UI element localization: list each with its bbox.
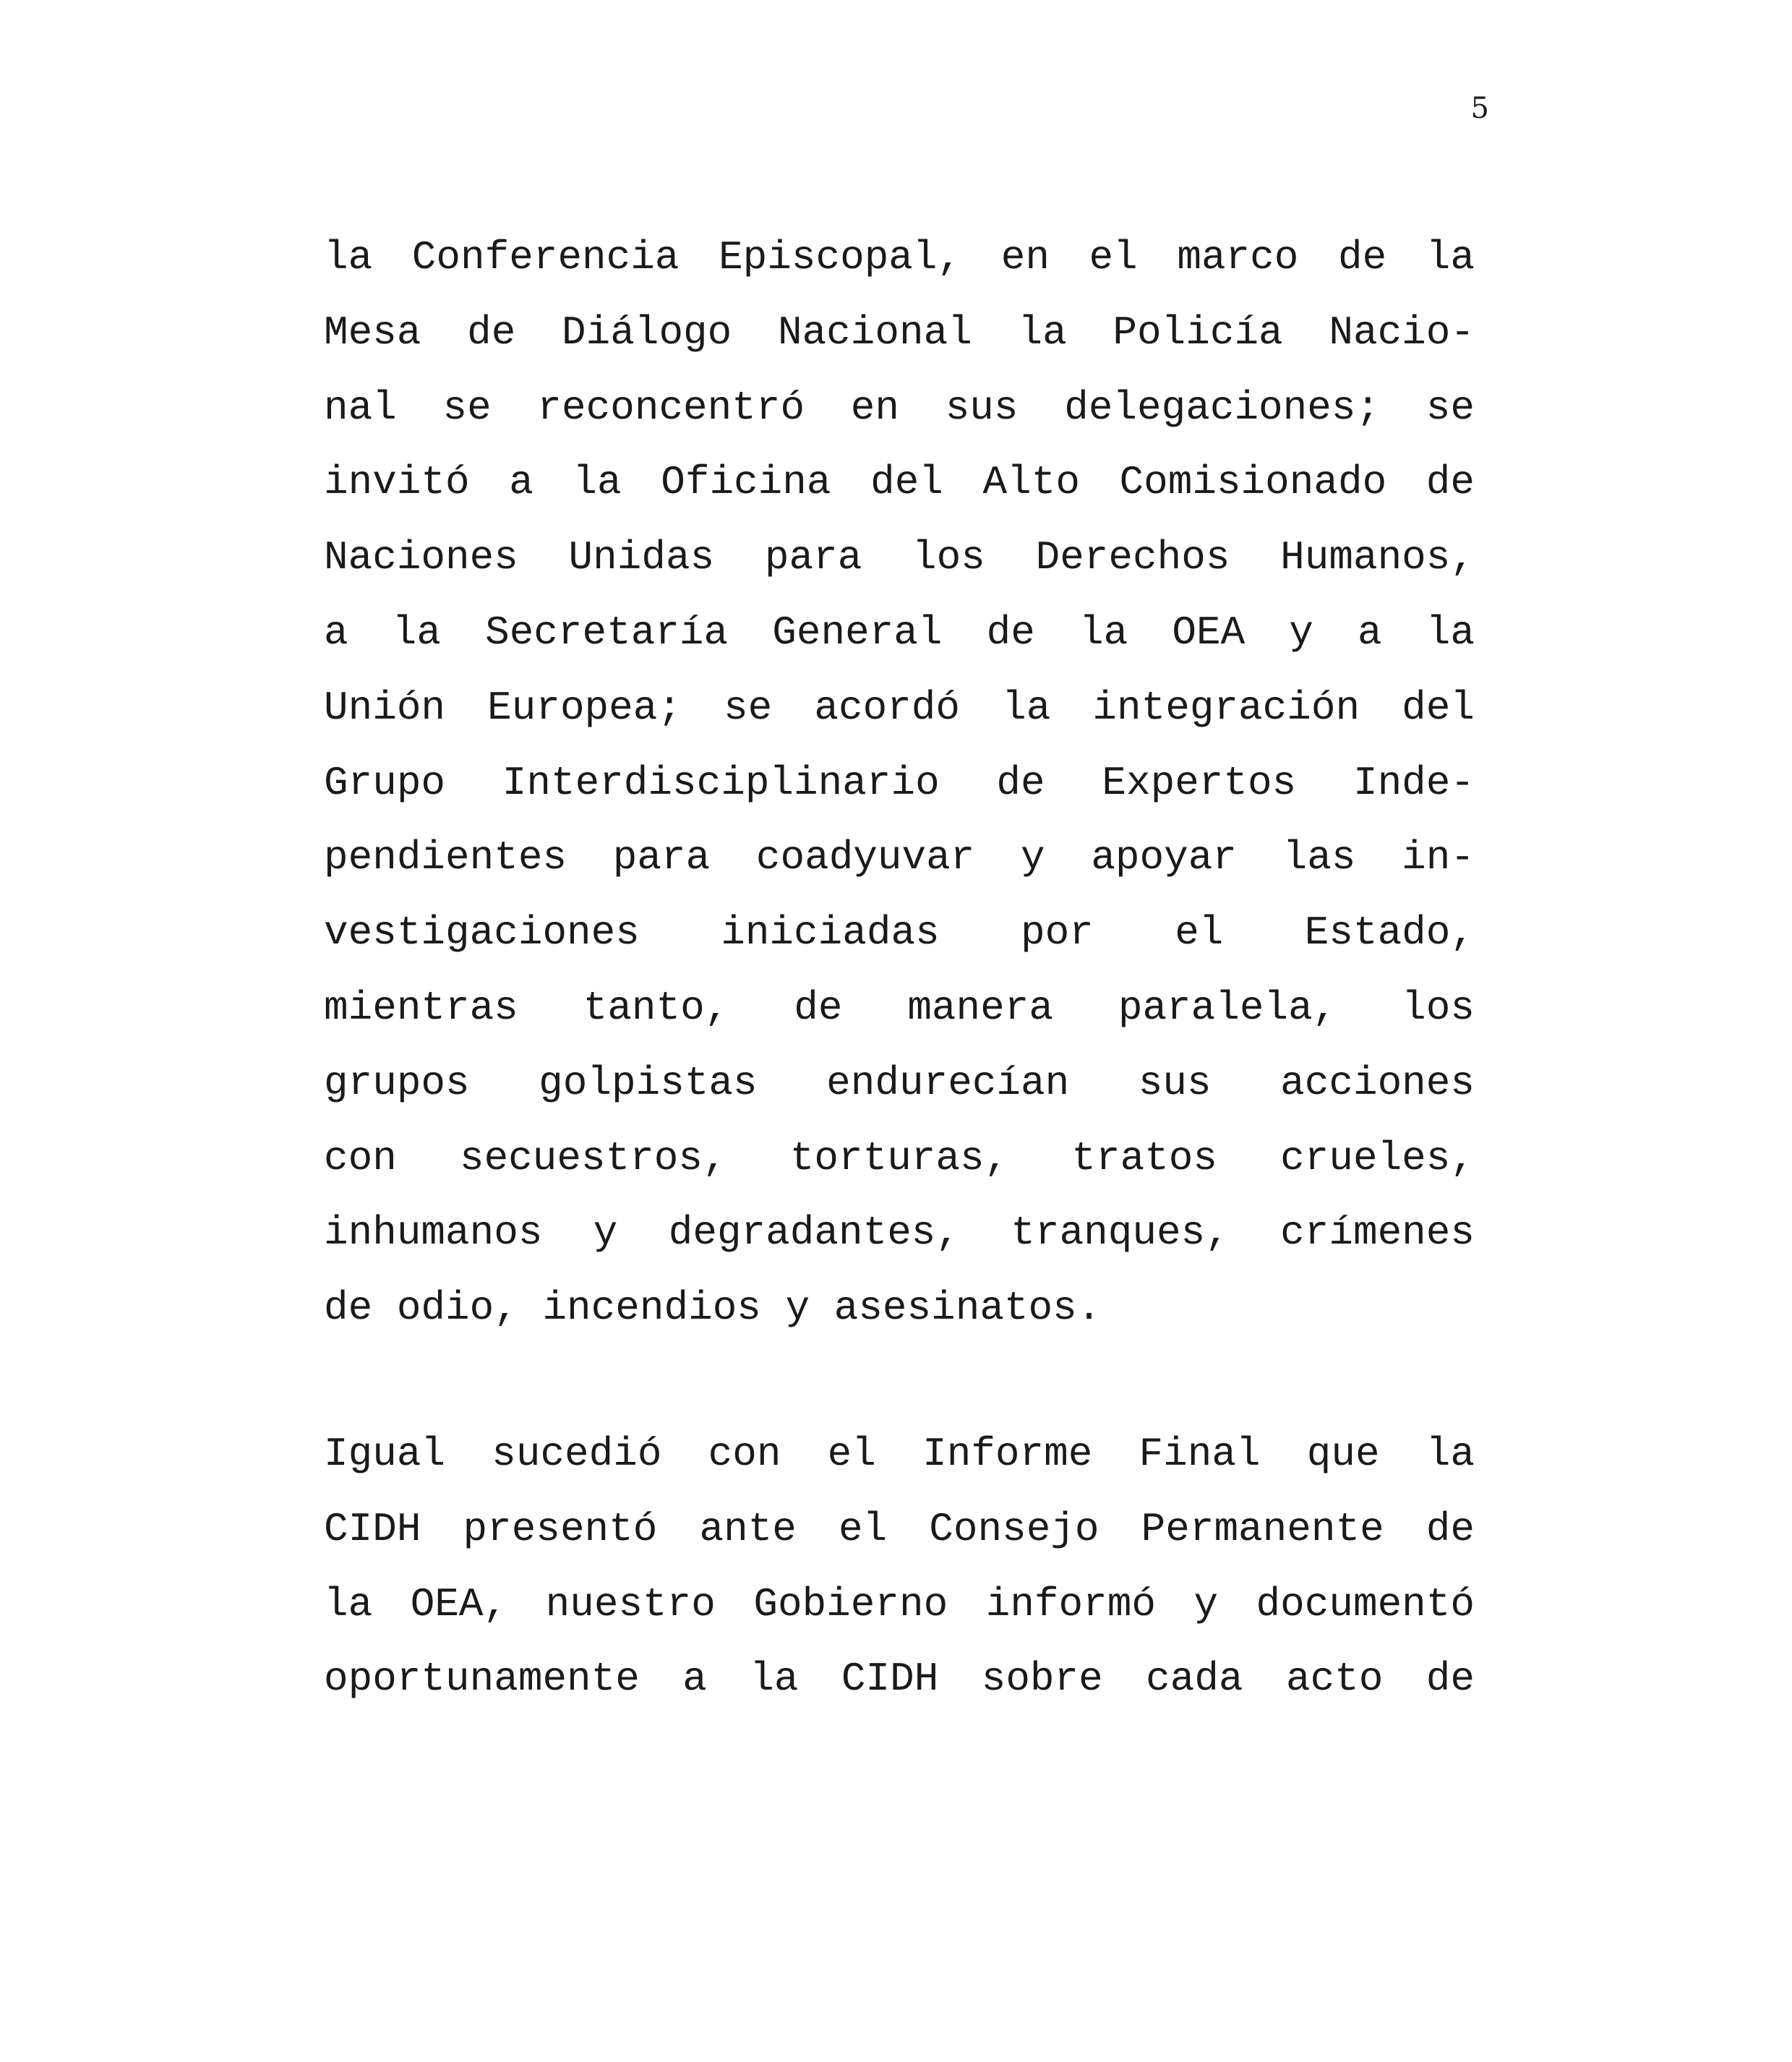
text-line: a la Secretaría General de la OEA y a la (324, 609, 1475, 656)
paragraph-2 (324, 1417, 1475, 1717)
text-line: Unión Europea; se acordó la integración del (324, 684, 1475, 731)
paragraph-1 (324, 221, 1475, 1346)
text-line: Mesa de Diálogo Nacional la Policía Nacio- (324, 309, 1475, 356)
text-line: mientras tanto, de manera paralela, los (324, 984, 1475, 1031)
page-number: 5 (1470, 92, 1489, 125)
text-line: inhumanos y degradantes, tranques, crímenes (324, 1210, 1475, 1257)
text-line: invitó a la Oficina del Alto Comisionado de (324, 459, 1475, 506)
text-line: Naciones Unidas para los Derechos Humanos, (324, 534, 1475, 581)
text-line: de odio, incendios y asesinatos. (324, 1285, 1102, 1332)
text-line: la OEA, nuestro Gobierno informó y documentó (324, 1580, 1475, 1627)
text-line: pendientes para coadyuvar y apoyar las in- (324, 834, 1475, 881)
text-line: con secuestros, torturas, tratos crueles, (324, 1134, 1475, 1181)
text-line: CIDH presentó ante el Consejo Permanente de (324, 1505, 1475, 1552)
text-line: vestigaciones iniciadas por el Estado, (324, 910, 1475, 957)
text-line: Grupo Interdisciplinario de Expertos Inde- (324, 759, 1475, 806)
text-line: la Conferencia Episcopal, en el marco de la (324, 234, 1475, 281)
text-line: grupos golpistas endurecían sus acciones (324, 1059, 1475, 1106)
text-line: nal se reconcentró en sus delegaciones; se (324, 384, 1475, 431)
text-line: oportunamente a la CIDH sobre cada acto de (324, 1656, 1475, 1703)
text-line: Igual sucedió con el Informe Final que la (324, 1431, 1475, 1477)
